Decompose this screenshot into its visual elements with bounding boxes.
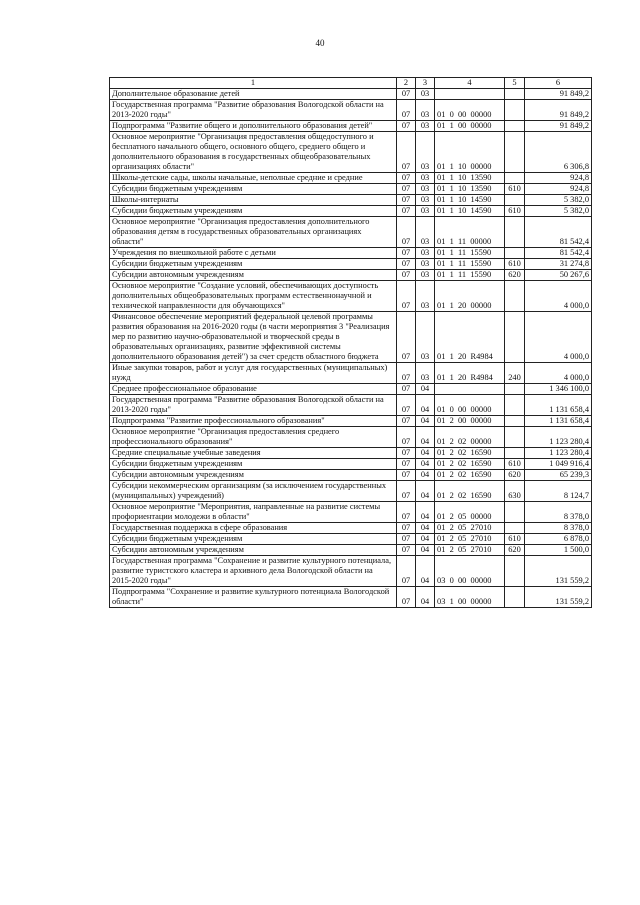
cell-subsection: 03 xyxy=(416,217,435,248)
cell-section: 07 xyxy=(397,121,416,132)
table-header xyxy=(110,78,592,89)
cell-name: Субсидии бюджетным учреждениям xyxy=(110,206,397,217)
cell-subsection: 04 xyxy=(416,470,435,481)
cell-target: 01 1 11 15590 xyxy=(435,259,505,270)
cell-expense-type xyxy=(505,523,525,534)
cell-subsection: 03 xyxy=(416,121,435,132)
cell-subsection: 03 xyxy=(416,363,435,384)
cell-name: Подпрограмма "Развитие профессионального образования" xyxy=(110,416,397,427)
table-row xyxy=(110,217,592,248)
table-row xyxy=(110,545,592,556)
cell-target: 01 1 10 14590 xyxy=(435,206,505,217)
cell-expense-type xyxy=(505,132,525,173)
cell-amount: 91 849,2 xyxy=(525,89,592,100)
page-number: 40 xyxy=(315,38,325,48)
cell-subsection: 03 xyxy=(416,195,435,206)
cell-amount: 1 123 280,4 xyxy=(525,427,592,448)
cell-subsection: 03 xyxy=(416,184,435,195)
cell-amount: 1 500,0 xyxy=(525,545,592,556)
cell-amount: 924,8 xyxy=(525,184,592,195)
cell-amount: 4 000,0 xyxy=(525,312,592,363)
cell-section: 07 xyxy=(397,556,416,587)
cell-amount: 91 849,2 xyxy=(525,100,592,121)
cell-section: 07 xyxy=(397,312,416,363)
cell-target: 01 1 10 00000 xyxy=(435,132,505,173)
cell-amount: 924,8 xyxy=(525,173,592,184)
cell-expense-type xyxy=(505,502,525,523)
cell-name: Государственная программа "Сохранение и развитие культурного потенциала, развитие туристского кластера и архивного дела Вологодской области на 2015-2020 годы" xyxy=(110,556,397,587)
cell-name: Государственная программа "Развитие образования Вологодской области на 2013-2020 годы" xyxy=(110,100,397,121)
cell-amount: 81 542,4 xyxy=(525,217,592,248)
cell-name: Школы-интернаты xyxy=(110,195,397,206)
cell-name: Основное мероприятие "Организация предоставления дополнительного образования детям в государственных образовательных организациях области" xyxy=(110,217,397,248)
cell-name: Субсидии автономным учреждениям xyxy=(110,470,397,481)
table-row xyxy=(110,363,592,384)
cell-subsection: 03 xyxy=(416,248,435,259)
cell-subsection: 03 xyxy=(416,206,435,217)
cell-expense-type: 610 xyxy=(505,459,525,470)
cell-section: 07 xyxy=(397,173,416,184)
table-row xyxy=(110,459,592,470)
cell-name: Субсидии бюджетным учреждениям xyxy=(110,459,397,470)
cell-target: 01 2 05 27010 xyxy=(435,523,505,534)
cell-expense-type: 610 xyxy=(505,184,525,195)
table-row xyxy=(110,259,592,270)
cell-subsection: 04 xyxy=(416,416,435,427)
cell-subsection: 03 xyxy=(416,270,435,281)
cell-subsection: 03 xyxy=(416,281,435,312)
cell-target: 01 1 00 00000 xyxy=(435,121,505,132)
cell-target: 01 2 05 00000 xyxy=(435,502,505,523)
cell-name: Основное мероприятие "Организация предоставления общедоступного и бесплатного начального общего, основного общего, среднего общего и дополнительного образования в государственных общеобразовательных организациях области" xyxy=(110,132,397,173)
cell-subsection: 04 xyxy=(416,534,435,545)
cell-target xyxy=(435,89,505,100)
cell-section: 07 xyxy=(397,184,416,195)
cell-name: Субсидии автономным учреждениям xyxy=(110,270,397,281)
cell-target: 01 2 02 16590 xyxy=(435,470,505,481)
cell-section: 07 xyxy=(397,384,416,395)
table-row xyxy=(110,534,592,545)
cell-expense-type xyxy=(505,217,525,248)
cell-name: Подпрограмма "Сохранение и развитие культурного потенциала Вологодской области" xyxy=(110,587,397,608)
cell-section: 07 xyxy=(397,270,416,281)
cell-subsection: 04 xyxy=(416,587,435,608)
cell-expense-type xyxy=(505,248,525,259)
cell-subsection: 03 xyxy=(416,259,435,270)
table-row xyxy=(110,523,592,534)
cell-target: 01 2 02 16590 xyxy=(435,459,505,470)
table-row xyxy=(110,587,592,608)
cell-amount: 5 382,0 xyxy=(525,206,592,217)
cell-amount: 131 559,2 xyxy=(525,556,592,587)
cell-target: 01 1 20 R4984 xyxy=(435,363,505,384)
cell-name: Подпрограмма "Развитие общего и дополнительного образования детей" xyxy=(110,121,397,132)
col-header-target: 4 xyxy=(435,78,505,89)
cell-expense-type xyxy=(505,195,525,206)
cell-section: 07 xyxy=(397,534,416,545)
cell-expense-type: 620 xyxy=(505,470,525,481)
cell-expense-type: 240 xyxy=(505,363,525,384)
cell-subsection: 03 xyxy=(416,312,435,363)
cell-section: 07 xyxy=(397,395,416,416)
cell-section: 07 xyxy=(397,132,416,173)
table-row xyxy=(110,100,592,121)
cell-name: Средние специальные учебные заведения xyxy=(110,448,397,459)
cell-name: Государственная поддержка в сфере образования xyxy=(110,523,397,534)
cell-section: 07 xyxy=(397,195,416,206)
cell-expense-type xyxy=(505,384,525,395)
cell-amount: 1 123 280,4 xyxy=(525,448,592,459)
cell-target xyxy=(435,384,505,395)
cell-subsection: 04 xyxy=(416,448,435,459)
cell-expense-type: 610 xyxy=(505,259,525,270)
cell-subsection: 04 xyxy=(416,384,435,395)
cell-section: 07 xyxy=(397,416,416,427)
cell-amount: 1 346 100,0 xyxy=(525,384,592,395)
table-row xyxy=(110,481,592,502)
cell-subsection: 03 xyxy=(416,89,435,100)
cell-amount: 31 274,8 xyxy=(525,259,592,270)
cell-section: 07 xyxy=(397,100,416,121)
cell-target: 01 1 10 14590 xyxy=(435,195,505,206)
table-row xyxy=(110,248,592,259)
cell-section: 07 xyxy=(397,448,416,459)
cell-expense-type xyxy=(505,556,525,587)
cell-amount: 50 267,6 xyxy=(525,270,592,281)
cell-amount: 1 049 916,4 xyxy=(525,459,592,470)
header-row xyxy=(110,78,592,89)
table-row xyxy=(110,184,592,195)
cell-target: 01 2 05 27010 xyxy=(435,534,505,545)
table-row xyxy=(110,448,592,459)
cell-subsection: 04 xyxy=(416,395,435,416)
cell-target: 01 1 11 00000 xyxy=(435,217,505,248)
cell-expense-type xyxy=(505,121,525,132)
table-row xyxy=(110,502,592,523)
cell-amount: 8 378,0 xyxy=(525,502,592,523)
col-header-section: 2 xyxy=(397,78,416,89)
cell-amount: 6 306,8 xyxy=(525,132,592,173)
table-row xyxy=(110,427,592,448)
table-row xyxy=(110,470,592,481)
cell-target: 01 2 05 27010 xyxy=(435,545,505,556)
cell-section: 07 xyxy=(397,459,416,470)
cell-expense-type xyxy=(505,587,525,608)
cell-name: Школы-детские сады, школы начальные, неполные средние и средние xyxy=(110,173,397,184)
cell-amount: 4 000,0 xyxy=(525,281,592,312)
table-row xyxy=(110,556,592,587)
cell-amount: 81 542,4 xyxy=(525,248,592,259)
cell-section: 07 xyxy=(397,206,416,217)
cell-target: 01 1 11 15590 xyxy=(435,248,505,259)
cell-section: 07 xyxy=(397,363,416,384)
cell-expense-type xyxy=(505,427,525,448)
cell-target: 01 2 02 00000 xyxy=(435,427,505,448)
cell-subsection: 04 xyxy=(416,523,435,534)
cell-expense-type: 610 xyxy=(505,206,525,217)
cell-section: 07 xyxy=(397,545,416,556)
cell-expense-type xyxy=(505,395,525,416)
cell-subsection: 04 xyxy=(416,427,435,448)
budget-table xyxy=(109,77,592,608)
cell-expense-type: 630 xyxy=(505,481,525,502)
col-header-subsection: 3 xyxy=(416,78,435,89)
cell-subsection: 04 xyxy=(416,556,435,587)
cell-target: 01 1 10 13590 xyxy=(435,173,505,184)
cell-expense-type: 610 xyxy=(505,534,525,545)
cell-name: Основное мероприятие "Создание условий, обеспечивающих доступность дополнительных общеобразовательных программ естественнонаучной и технической направленности для обучающихся" xyxy=(110,281,397,312)
cell-section: 07 xyxy=(397,89,416,100)
cell-expense-type xyxy=(505,89,525,100)
cell-amount: 4 000,0 xyxy=(525,363,592,384)
cell-section: 07 xyxy=(397,502,416,523)
cell-name: Финансовое обеспечение мероприятий федеральной целевой программы развития образования на 2016-2020 годы (в части мероприятия 3 "Реализация мер по развитию научно-образовательной и творческой среды в образовательных организациях, развитие эффективной системы дополнительного образования детей") за счет средств областного бюджета xyxy=(110,312,397,363)
cell-expense-type xyxy=(505,312,525,363)
cell-amount: 1 131 658,4 xyxy=(525,395,592,416)
cell-subsection: 04 xyxy=(416,502,435,523)
cell-section: 07 xyxy=(397,248,416,259)
table-row xyxy=(110,395,592,416)
cell-expense-type: 620 xyxy=(505,270,525,281)
table-row xyxy=(110,270,592,281)
cell-target: 01 0 00 00000 xyxy=(435,100,505,121)
table-row xyxy=(110,195,592,206)
cell-target: 01 1 20 00000 xyxy=(435,281,505,312)
cell-name: Иные закупки товаров, работ и услуг для государственных (муниципальных) нужд xyxy=(110,363,397,384)
cell-amount: 91 849,2 xyxy=(525,121,592,132)
col-header-amount: 6 xyxy=(525,78,592,89)
cell-section: 07 xyxy=(397,481,416,502)
cell-section: 07 xyxy=(397,217,416,248)
cell-expense-type xyxy=(505,173,525,184)
cell-name: Дополнительное образование детей xyxy=(110,89,397,100)
table-row xyxy=(110,173,592,184)
cell-target: 01 1 10 13590 xyxy=(435,184,505,195)
cell-name: Субсидии некоммерческим организациям (за исключением государственных (муниципальных) учреждений) xyxy=(110,481,397,502)
table-row xyxy=(110,281,592,312)
table-row xyxy=(110,312,592,363)
cell-name: Основное мероприятие "Организация предоставления среднего профессионального образования" xyxy=(110,427,397,448)
table-row xyxy=(110,206,592,217)
cell-subsection: 03 xyxy=(416,173,435,184)
cell-name: Субсидии бюджетным учреждениям xyxy=(110,534,397,545)
cell-section: 07 xyxy=(397,523,416,534)
cell-amount: 6 878,0 xyxy=(525,534,592,545)
cell-target: 01 2 02 16590 xyxy=(435,448,505,459)
cell-section: 07 xyxy=(397,587,416,608)
cell-expense-type: 620 xyxy=(505,545,525,556)
cell-target: 01 2 00 00000 xyxy=(435,416,505,427)
table-body xyxy=(110,89,592,608)
cell-subsection: 03 xyxy=(416,100,435,121)
cell-target: 01 0 00 00000 xyxy=(435,395,505,416)
cell-expense-type xyxy=(505,448,525,459)
table-row xyxy=(110,89,592,100)
col-header-expense-type: 5 xyxy=(505,78,525,89)
cell-section: 07 xyxy=(397,259,416,270)
cell-name: Среднее профессиональное образование xyxy=(110,384,397,395)
table-row xyxy=(110,132,592,173)
cell-name: Субсидии бюджетным учреждениям xyxy=(110,184,397,195)
cell-expense-type xyxy=(505,281,525,312)
cell-expense-type xyxy=(505,100,525,121)
cell-amount: 65 239,3 xyxy=(525,470,592,481)
cell-section: 07 xyxy=(397,281,416,312)
cell-amount: 8 378,0 xyxy=(525,523,592,534)
cell-target: 03 1 00 00000 xyxy=(435,587,505,608)
table-row xyxy=(110,384,592,395)
cell-amount: 1 131 658,4 xyxy=(525,416,592,427)
cell-subsection: 03 xyxy=(416,132,435,173)
col-header-name: 1 xyxy=(110,78,397,89)
cell-name: Учреждения по внешкольной работе с детьми xyxy=(110,248,397,259)
cell-subsection: 04 xyxy=(416,545,435,556)
cell-amount: 131 559,2 xyxy=(525,587,592,608)
cell-amount: 8 124,7 xyxy=(525,481,592,502)
cell-target: 01 2 02 16590 xyxy=(435,481,505,502)
cell-name: Государственная программа "Развитие образования Вологодской области на 2013-2020 годы" xyxy=(110,395,397,416)
table-row xyxy=(110,416,592,427)
cell-expense-type xyxy=(505,416,525,427)
cell-section: 07 xyxy=(397,470,416,481)
cell-section: 07 xyxy=(397,427,416,448)
cell-target: 03 0 00 00000 xyxy=(435,556,505,587)
cell-target: 01 1 11 15590 xyxy=(435,270,505,281)
cell-subsection: 04 xyxy=(416,459,435,470)
cell-name: Субсидии бюджетным учреждениям xyxy=(110,259,397,270)
cell-target: 01 1 20 R4984 xyxy=(435,312,505,363)
cell-amount: 5 382,0 xyxy=(525,195,592,206)
cell-subsection: 04 xyxy=(416,481,435,502)
cell-name: Субсидии автономным учреждениям xyxy=(110,545,397,556)
table-row xyxy=(110,121,592,132)
cell-name: Основное мероприятие "Мероприятия, направленные на развитие системы профориентации молодежи в области" xyxy=(110,502,397,523)
